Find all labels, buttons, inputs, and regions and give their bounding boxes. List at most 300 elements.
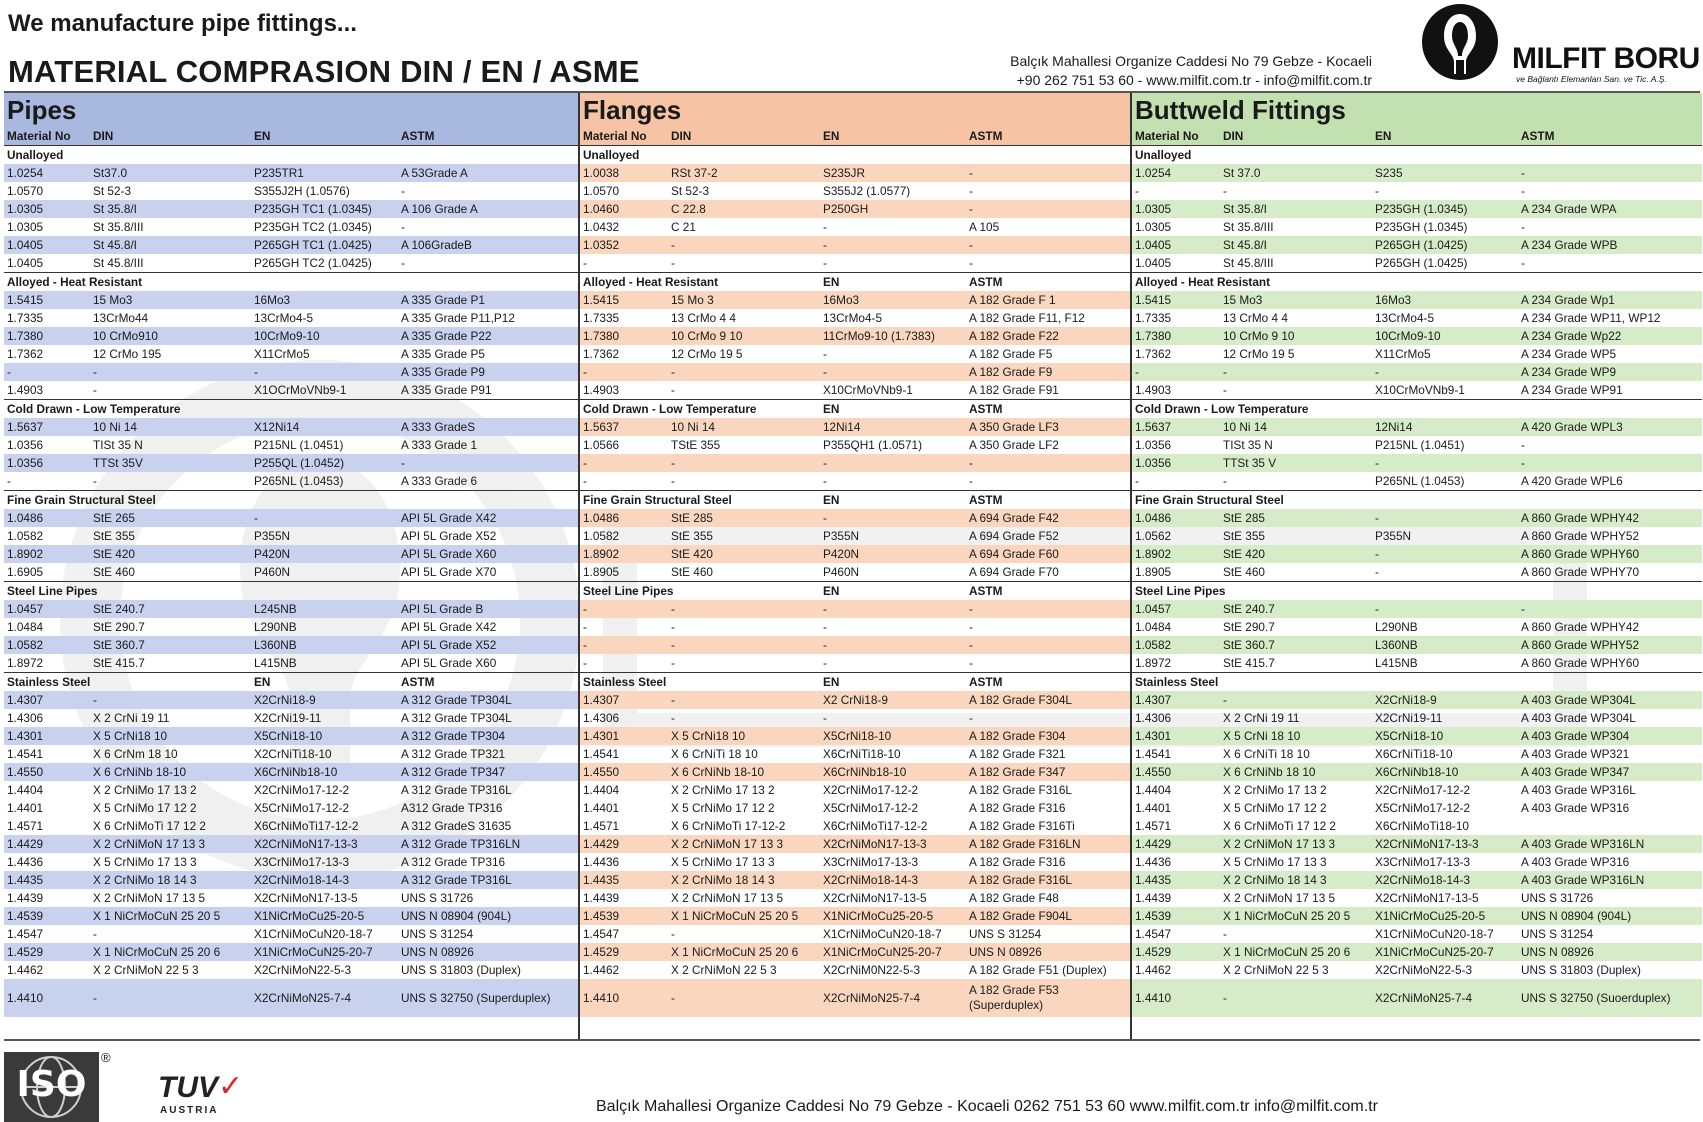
table-cell: X 1 NiCrMoCuN 25 20 6: [671, 945, 799, 959]
table-cell: -: [1375, 565, 1379, 579]
table-cell: A 106 Grade A: [401, 202, 478, 216]
table-cell: X 1 NiCrMoCuN 25 20 5: [1223, 909, 1351, 923]
table-row: [1132, 709, 1702, 727]
table-cell: X 1 NiCrMoCuN 25 20 6: [1223, 945, 1351, 959]
logo-subtitle: ve Bağlantı Elemanları San. ve Tic. A.Ş.: [1516, 74, 1667, 84]
table-cell: 10 Ni 14: [93, 420, 137, 434]
table-row: [580, 600, 1132, 618]
table-cell: X 2 CrNiMoN 22 5 3: [93, 963, 199, 977]
table-cell: A 350 Grade LF3: [969, 420, 1059, 434]
table-cell: 1.8902: [7, 547, 44, 561]
table-cell: 1.0570: [583, 184, 620, 198]
table-cell: 12 CrMo 19 5: [671, 347, 743, 361]
table-cell: 1.0582: [583, 529, 620, 543]
header-address-line2: +90 262 751 53 60 - www.milfit.com.tr - info@milfit.com.tr: [1016, 72, 1372, 88]
table-cell: -: [1135, 474, 1139, 488]
table-row: [580, 636, 1132, 654]
table-row: [580, 799, 1132, 817]
group-label: EN: [820, 582, 966, 601]
flanges-section: [578, 93, 1132, 1039]
section-title: Flanges: [580, 93, 1132, 127]
group-label: [1372, 491, 1518, 510]
table-cell: 1.4307: [7, 693, 44, 707]
table-row: [1132, 817, 1702, 835]
table-cell: 1.0457: [1135, 602, 1172, 616]
group-label: [966, 146, 1132, 165]
table-row: [580, 527, 1132, 545]
table-cell: -: [823, 711, 827, 725]
group-label: EN: [820, 491, 966, 510]
table-row: [4, 436, 578, 454]
group-header-row: [4, 491, 578, 510]
table-cell: X2CrNiMo17-12-2: [1375, 783, 1471, 797]
table-cell: St 35.8/I: [1223, 202, 1267, 216]
table-cell: A 234 Grade WP91: [1521, 383, 1623, 397]
table-cell: X 6 CrNiNb 18-10: [93, 765, 187, 779]
table-cell: P460N: [823, 565, 860, 579]
table-cell: 1.4550: [583, 765, 620, 779]
table-cell: X 5 CrNiMo 17 13 3: [93, 855, 197, 869]
table-row: [580, 236, 1132, 254]
table-cell: StE 285: [671, 511, 713, 525]
table-cell: TISt 35 N: [1223, 438, 1273, 452]
group-header-row: [1132, 146, 1702, 165]
table-cell: 1.0254: [7, 166, 44, 180]
table-cell: StE 355: [1223, 529, 1265, 543]
group-label: [1372, 673, 1518, 692]
table-cell: A 182 Grade F316L: [969, 783, 1072, 797]
table-cell: StE 240.7: [93, 602, 145, 616]
table-cell: 13CrMo4-5: [823, 311, 883, 325]
table-cell: P235TR1: [254, 166, 304, 180]
table-cell: UNS S 32750 (Superduplex): [401, 990, 551, 1005]
table-cell: A 403 Grade WP304L: [1521, 711, 1636, 725]
table-cell: 1.4462: [7, 963, 44, 977]
table-cell: X1NiCrMoCu25-20-5: [254, 909, 365, 923]
table-cell: API 5L Grade X60: [401, 547, 497, 561]
table-cell: P250GH: [823, 202, 869, 216]
group-header-row: [1132, 673, 1702, 692]
table-cell: 1.4550: [7, 765, 44, 779]
table-cell: A 403 Grade WP321: [1521, 747, 1630, 761]
group-label: [1220, 673, 1372, 692]
table-cell: P355N: [1375, 529, 1412, 543]
flanges-table: [580, 127, 1132, 1017]
table-cell: 13CrMo44: [93, 311, 149, 325]
table-cell: 11CrMo9-10 (1.7383): [823, 329, 935, 343]
table-row: [580, 889, 1132, 907]
table-cell: -: [583, 620, 587, 634]
table-row: [580, 218, 1132, 236]
table-cell: X2CrNiMoN17-13-3: [823, 837, 927, 851]
table-cell: -: [969, 711, 973, 725]
table-cell: 13 CrMo 4 4: [671, 311, 736, 325]
table-cell: X 2 CrNiMoN 17 13 3: [1223, 837, 1336, 851]
table-cell: A 860 Grade WPHY42: [1521, 511, 1640, 525]
table-row: [1132, 381, 1702, 400]
table-cell: X 2 CrNiMo 18 14 3: [671, 873, 775, 887]
table-cell: TISt 35 N: [93, 438, 143, 452]
table-row: [580, 563, 1132, 582]
table-cell: 1.8902: [583, 547, 620, 561]
table-cell: 1.0457: [7, 602, 44, 616]
table-cell: 1.0352: [583, 238, 620, 252]
table-cell: A 860 Grade WPHY52: [1521, 529, 1640, 543]
table-cell: -: [671, 693, 675, 707]
table-cell: 10 CrMo 9 10: [1223, 329, 1295, 343]
table-cell: 1.4435: [583, 873, 620, 887]
table-cell: 1.0562: [1135, 529, 1172, 543]
column-header: Material No: [1135, 129, 1199, 143]
table-cell: A 335 Grade P1: [401, 293, 485, 307]
table-row: [4, 889, 578, 907]
group-label: EN: [251, 673, 398, 692]
table-cell: -: [823, 638, 827, 652]
table-cell: 1.4307: [583, 693, 620, 707]
table-cell: 1.7335: [583, 311, 620, 325]
table-cell: 1.4539: [583, 909, 620, 923]
table-row: [1132, 691, 1702, 709]
table-cell: X2CrNiMoN22-5-3: [1375, 963, 1473, 977]
table-row: [580, 618, 1132, 636]
iso-registered-mark: ®: [101, 1050, 111, 1065]
table-cell: 1.8972: [7, 656, 44, 670]
table-row: [4, 853, 578, 871]
table-cell: X2CrNiMoN25-7-4: [1375, 990, 1473, 1005]
table-cell: 12Ni14: [1375, 420, 1413, 434]
table-cell: StE 420: [93, 547, 135, 561]
table-row: [580, 691, 1132, 709]
table-cell: 1.0038: [583, 166, 620, 180]
tuv-label: TUV: [158, 1071, 218, 1104]
table-cell: A 312 Grade TP304L: [401, 711, 512, 725]
table-cell: -: [1521, 602, 1525, 616]
table-cell: A312 Grade TP316: [401, 801, 503, 815]
table-cell: 1.4404: [583, 783, 620, 797]
table-cell: StE 420: [671, 547, 713, 561]
table-cell: 1.7335: [1135, 311, 1172, 325]
table-cell: 1.0356: [7, 456, 44, 470]
table-cell: StE 415.7: [1223, 656, 1275, 670]
table-cell: 1.0405: [1135, 256, 1172, 270]
table-cell: -: [1375, 602, 1379, 616]
table-cell: P235GH TC1 (1.0345): [254, 202, 372, 216]
footer-address: Balçık Mahallesi Organize Caddesi No 79 Gebze - Kocaeli 0262 751 53 60 www.milfit.com.tr info@milfit.com.tr: [596, 1098, 1378, 1115]
table-cell: 1.5637: [7, 420, 44, 434]
table-cell: X5CrNiMo17-12-2: [254, 801, 350, 815]
table-cell: -: [93, 365, 97, 379]
table-cell: -: [1135, 365, 1139, 379]
table-row: [4, 418, 578, 436]
table-cell: 1.5415: [1135, 293, 1172, 307]
table-row: [4, 545, 578, 563]
group-label: [1518, 582, 1702, 601]
table-cell: -: [671, 365, 675, 379]
table-cell: X 6 CrNiTi 18 10: [1223, 747, 1310, 761]
table-cell: -: [1375, 547, 1379, 561]
table-cell: X2CrNiMoN17-13-3: [254, 837, 358, 851]
table-cell: 1.4301: [7, 729, 44, 743]
table-cell: StE 355: [671, 529, 713, 543]
table-row: [1132, 309, 1702, 327]
table-cell: API 5L Grade X52: [401, 529, 497, 543]
table-cell: 1.0582: [7, 638, 44, 652]
table-cell: A 182 Grade F11, F12: [969, 311, 1085, 325]
table-cell: X 2 CrNiMoN 17 13 5: [1223, 891, 1336, 905]
table-cell: X5CrNiMo17-12-2: [823, 801, 919, 815]
table-cell: A 403 Grade WP316LN: [1521, 873, 1645, 887]
table-cell: -: [1135, 184, 1139, 198]
table-row: [1132, 943, 1702, 961]
group-label: [1518, 673, 1702, 692]
table-row: [4, 345, 578, 363]
table-cell: 1.0484: [1135, 620, 1172, 634]
table-row: [1132, 527, 1702, 545]
table-cell: 1.8905: [583, 565, 620, 579]
table-row: [1132, 799, 1702, 817]
table-cell: X 2 CrNiMoN 22 5 3: [671, 963, 777, 977]
table-cell: -: [1375, 456, 1379, 470]
table-cell: X 2 CrNiMoN 17 13 5: [93, 891, 206, 905]
table-cell: -: [671, 456, 675, 470]
section-title: Buttweld Fittings: [1132, 93, 1702, 127]
table-cell: -: [671, 990, 675, 1005]
table-cell: 16Mo3: [1375, 293, 1412, 307]
column-header-row: [4, 127, 578, 146]
table-cell: A 312 Grade TP316: [401, 855, 506, 869]
table-row: [4, 763, 578, 781]
table-row: [4, 961, 578, 979]
column-header: EN: [1375, 129, 1392, 143]
table-cell: A 403 Grade WP304L: [1521, 693, 1636, 707]
table-cell: A 335 Grade P11,P12: [401, 311, 515, 325]
table-row: [1132, 925, 1702, 943]
table-cell: A 182 Grade F304: [969, 729, 1066, 743]
table-cell: 1.7335: [7, 311, 44, 325]
table-cell: 1.4547: [583, 927, 620, 941]
table-row: [580, 182, 1132, 200]
table-cell: A 312 Grade TP304: [401, 729, 506, 743]
table-cell: A 53Grade A: [401, 166, 468, 180]
iso-badge-icon: [4, 1052, 99, 1122]
group-label: Stainless Steel: [4, 673, 90, 692]
table-cell: P460N: [254, 565, 291, 579]
table-cell: -: [401, 456, 405, 470]
group-header-row: [1132, 400, 1702, 419]
table-cell: -: [823, 474, 827, 488]
table-cell: X2CrNiMo18-14-3: [823, 873, 919, 887]
table-cell: 1.0305: [1135, 220, 1172, 234]
table-cell: -: [1521, 456, 1525, 470]
table-cell: 10 CrMo 9 10: [671, 329, 743, 343]
table-row: [1132, 218, 1702, 236]
table-cell: X1CrNiMoCuN20-18-7: [1375, 927, 1494, 941]
table-row: [4, 600, 578, 618]
table-cell: -: [671, 474, 675, 488]
table-cell: X2CrNiMoN17-13-5: [823, 891, 927, 905]
table-cell: 1.4547: [1135, 927, 1172, 941]
table-cell: A 694 Grade F52: [969, 529, 1059, 543]
table-cell: 1.4429: [7, 837, 44, 851]
table-cell: A 335 Grade P22: [401, 329, 492, 343]
table-row: [580, 327, 1132, 345]
group-label: Steel Line Pipes: [4, 582, 90, 601]
table-row: [4, 381, 578, 400]
table-cell: 1.7380: [1135, 329, 1172, 343]
table-cell: 1.0486: [583, 511, 620, 525]
table-cell: X1NiCrMoCuN25-20-7: [1375, 945, 1494, 959]
group-label: Steel Line Pipes: [1132, 582, 1220, 601]
table-row: [1132, 545, 1702, 563]
table-cell: -: [1223, 927, 1227, 941]
table-row: [580, 454, 1132, 472]
table-cell: -: [583, 474, 587, 488]
table-cell: X 5 CrNiMo 17 12 2: [93, 801, 197, 815]
group-label: [398, 582, 578, 601]
group-header-row: [580, 673, 1132, 692]
logo-name: MILFIT BORU: [1512, 42, 1700, 75]
group-label: Unalloyed: [1132, 146, 1220, 165]
table-cell: RSt 37-2: [671, 166, 718, 180]
table-cell: X 2 CrNiMo 17 13 2: [671, 783, 775, 797]
table-cell: X 5 CrNiMo 17 12 2: [1223, 801, 1327, 815]
iso-label: ISO: [16, 1064, 87, 1105]
table-cell: 10 Ni 14: [1223, 420, 1267, 434]
table-cell: X 6 CrNm 18 10: [93, 747, 178, 761]
table-cell: StE 355: [93, 529, 135, 543]
table-cell: 1.4306: [7, 711, 44, 725]
table-cell: C 21: [671, 220, 696, 234]
table-cell: X3CrNiMo17-13-3: [254, 855, 350, 869]
group-label: [90, 673, 251, 692]
table-cell: 1.4436: [1135, 855, 1172, 869]
table-cell: UNS N 08926: [401, 945, 474, 959]
table-cell: -: [583, 256, 587, 270]
table-cell: A 312 Grade TP304L: [401, 693, 512, 707]
table-row: [1132, 200, 1702, 218]
group-label: Stainless Steel: [1132, 673, 1220, 692]
table-row: [4, 799, 578, 817]
table-cell: P265GH (1.0425): [1375, 238, 1468, 252]
table-row: [1132, 889, 1702, 907]
group-label: [251, 491, 398, 510]
table-cell: 1.0484: [7, 620, 44, 634]
table-cell: -: [823, 220, 827, 234]
group-label: [668, 673, 820, 692]
table-row: [1132, 345, 1702, 363]
table-cell: A 182 Grade F347: [969, 765, 1066, 779]
table-cell: A 860 Grade WPHY60: [1521, 656, 1640, 670]
table-cell: 10CrMo9-10: [1375, 329, 1441, 343]
table-row: [580, 200, 1132, 218]
table-cell: A 860 Grade WPHY42: [1521, 620, 1640, 634]
group-label: [1372, 146, 1518, 165]
table-row: [1132, 961, 1702, 979]
table-cell: A 234 Grade WPA: [1521, 202, 1617, 216]
table-cell: X1NiCrMoCuN25-20-7: [823, 945, 942, 959]
table-cell: X 2 CrNiMo 18 14 3: [1223, 873, 1327, 887]
table-cell: -: [93, 990, 97, 1005]
table-cell: X3CrNiMo17-13-3: [823, 855, 919, 869]
table-cell: St 45.8/I: [93, 238, 137, 252]
table-row: [580, 763, 1132, 781]
table-cell: A 403 Grade WP347: [1521, 765, 1630, 779]
pipes-table: [4, 127, 578, 1017]
table-cell: 1.4903: [7, 383, 44, 397]
table-cell: X2CrNiMoN17-13-3: [1375, 837, 1479, 851]
table-cell: 1.4436: [583, 855, 620, 869]
tuv-logo: [158, 1071, 258, 1121]
group-label: [1372, 582, 1518, 601]
table-cell: A 234 Grade Wp1: [1521, 293, 1615, 307]
table-cell: UNS S 31726: [1521, 891, 1594, 905]
table-cell: 1.4541: [1135, 747, 1172, 761]
table-cell: StE 460: [93, 565, 135, 579]
table-cell: 1.4410: [1135, 990, 1172, 1005]
table-cell: A 420 Grade WPL3: [1521, 420, 1623, 434]
table-row: [1132, 636, 1702, 654]
table-row: [4, 454, 578, 472]
table-row: [1132, 454, 1702, 472]
table-cell: A 106GradeB: [401, 238, 472, 252]
group-label: [398, 146, 578, 165]
table-cell: -: [671, 927, 675, 941]
table-row: [580, 727, 1132, 745]
table-cell: 1.0405: [1135, 238, 1172, 252]
table-cell: 1.4404: [7, 783, 44, 797]
table-cell: -: [671, 256, 675, 270]
table-cell: P265NL (1.0453): [254, 474, 344, 488]
page-title: MATERIAL COMPRASION DIN / EN / ASME: [8, 54, 640, 89]
table-row: [4, 727, 578, 745]
table-cell: A 182 Grade F316: [969, 801, 1066, 815]
table-cell: X2CrNiMoN22-5-3: [254, 963, 352, 977]
group-label: Unalloyed: [580, 146, 668, 165]
group-label: [251, 582, 398, 601]
header-address: [960, 52, 1372, 90]
table-cell: S235JR: [823, 166, 865, 180]
table-row: [580, 745, 1132, 763]
table-cell: L290NB: [1375, 620, 1418, 634]
table-cell: UNS N 08926: [969, 945, 1042, 959]
table-cell: 1.4301: [583, 729, 620, 743]
table-cell: P420N: [823, 547, 860, 561]
table-cell: -: [823, 602, 827, 616]
group-label: Alloyed - Heat Resistant: [1132, 273, 1220, 292]
table-cell: -: [1223, 693, 1227, 707]
table-row: [1132, 600, 1702, 618]
table-row: [4, 871, 578, 889]
table-cell: St 35.8/I: [93, 202, 137, 216]
table-cell: UNS N 08904 (904L): [401, 909, 512, 923]
table-cell: 1.0486: [1135, 511, 1172, 525]
table-cell: A 182 Grade F22: [969, 329, 1059, 343]
group-header-row: [4, 273, 578, 292]
group-label: Unalloyed: [4, 146, 90, 165]
table-cell: X1NiCrMoCu25-20-5: [1375, 909, 1486, 923]
table-cell: A 182 Grade F48: [969, 891, 1059, 905]
table-cell: A 403 Grade WP316LN: [1521, 837, 1645, 851]
column-header: ASTM: [969, 129, 1003, 143]
table-row: [4, 943, 578, 961]
group-header-row: [580, 146, 1132, 165]
column-header: Material No: [583, 129, 647, 143]
table-cell: -: [93, 927, 97, 941]
table-row: [4, 254, 578, 273]
table-cell: X2 CrNi18-9: [823, 693, 888, 707]
table-cell: S355J2 (1.0577): [823, 184, 911, 198]
table-cell: 1.4903: [1135, 383, 1172, 397]
